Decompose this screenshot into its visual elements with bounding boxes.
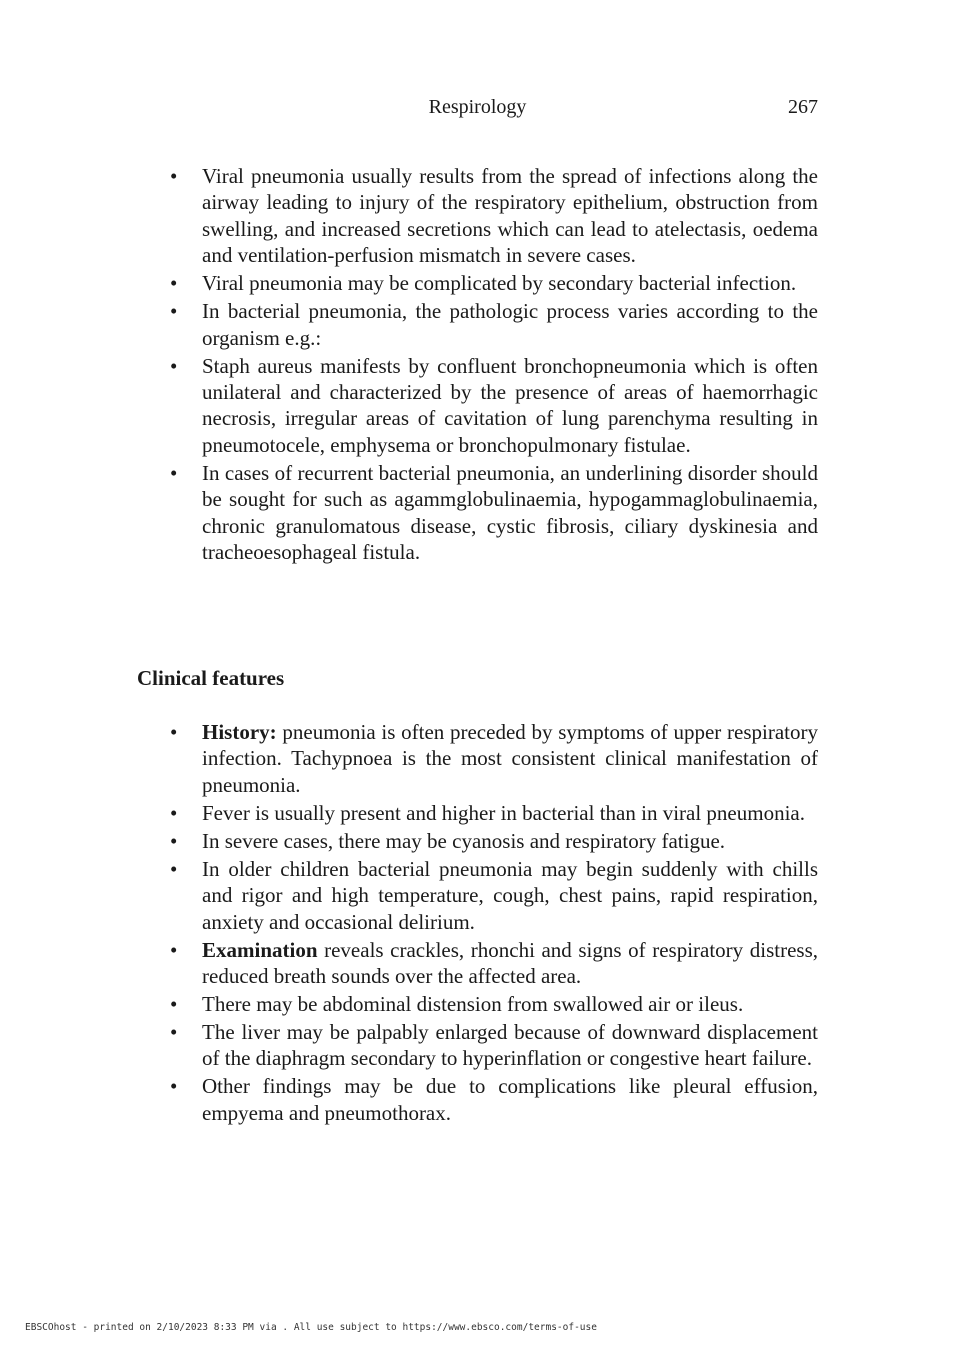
bullet-icon: •: [170, 856, 178, 881]
list-item: [137, 828, 818, 854]
list-item-text: Staph aureus manifests by confluent bronchopneumonia which is often unilateral and characterized by the presence of areas of haemorrhagic necrosis, irregular areas of cavitation of lung parenchyma resulting in pneumotocele, emphysema or bronchopulmonary fistulae.: [202, 353, 818, 457]
bullet-icon: •: [170, 460, 178, 485]
list-item-text: Fever is usually present and higher in bacterial than in viral pneumonia.: [202, 800, 805, 825]
bullet-icon: •: [170, 1020, 178, 1045]
bullet-icon: •: [170, 800, 178, 825]
pathology-bullet-list: [137, 163, 818, 567]
section-heading-clinical-features: Clinical features: [137, 666, 285, 690]
list-item: [137, 460, 818, 566]
list-item-text: pneumonia is often preceded by symptoms of upper respiratory infection. Tachypnoea is the most consistent clinical manifestation of pneumonia.: [202, 720, 818, 797]
running-header: [137, 96, 818, 122]
list-item: [137, 719, 818, 798]
list-item: [137, 353, 818, 459]
list-item-text: In older children bacterial pneumonia may begin suddenly with chills and rigor and high temperature, cough, chest pains, rapid respiration, anxiety and occasional delirium.: [202, 856, 818, 934]
page-number: 267: [788, 96, 818, 118]
list-item-term: Examination: [202, 937, 318, 962]
list-item-text: Viral pneumonia usually results from the spread of infections along the airway leading to injury of the respiratory epithelium, obstruction from swelling, and increased secretions which can lead to atelectasis, oedema and ventilation-perfusion mismatch in severe cases.: [202, 164, 818, 268]
bullet-icon: •: [170, 828, 178, 853]
list-item: [137, 800, 818, 826]
ebsco-footer-note: EBSCOhost - printed on 2/10/2023 8:33 PM via . All use subject to https://www.ebsco.com/terms-of-use: [25, 1322, 597, 1333]
list-item-text: There may be abdominal distension from swallowed air or ileus.: [202, 992, 744, 1017]
list-item: [137, 991, 818, 1017]
list-item-term: History:: [202, 720, 277, 744]
bullet-icon: •: [170, 271, 178, 296]
bullet-icon: •: [170, 992, 178, 1017]
list-item: [137, 163, 818, 269]
running-header-title: Respirology: [428, 96, 527, 118]
list-item-text: In severe cases, there may be cyanosis and respiratory fatigue.: [202, 828, 726, 853]
bullet-icon: •: [170, 1074, 178, 1099]
list-item: [137, 270, 818, 296]
list-item: [137, 937, 818, 990]
bullet-icon: •: [170, 353, 178, 378]
list-item: [137, 298, 818, 351]
list-item: [137, 856, 818, 935]
bullet-icon: •: [170, 299, 178, 324]
clinical-features-bullet-list: [137, 719, 818, 1128]
list-item-text: The liver may be palpably enlarged because of downward displacement of the diaphragm secondary to hyperinflation or congestive heart failure.: [202, 1020, 818, 1071]
list-item: [137, 1073, 818, 1126]
list-item-text: In bacterial pneumonia, the pathologic process varies according to the organism e.g.:: [202, 299, 818, 350]
bullet-icon: •: [170, 164, 178, 188]
bullet-icon: •: [170, 720, 178, 744]
bullet-icon: •: [170, 937, 178, 962]
list-item-text: In cases of recurrent bacterial pneumonia, an underlining disorder should be sought for such as agammglobulinaemia, hypogammaglobulinaemia, chronic granulomatous disease, cystic fibrosis, ciliary dyskinesia and tracheoesophageal fistula.: [202, 460, 818, 565]
list-item: [137, 1019, 818, 1072]
list-item-text: reveals crackles, rhonchi and signs of respiratory distress, reduced breath sounds over the affected area.: [202, 937, 818, 989]
list-item-text: Other findings may be due to complications like pleural effusion, empyema and pneumothorax.: [202, 1074, 818, 1125]
list-item-text: Viral pneumonia may be complicated by secondary bacterial infection.: [202, 271, 797, 296]
